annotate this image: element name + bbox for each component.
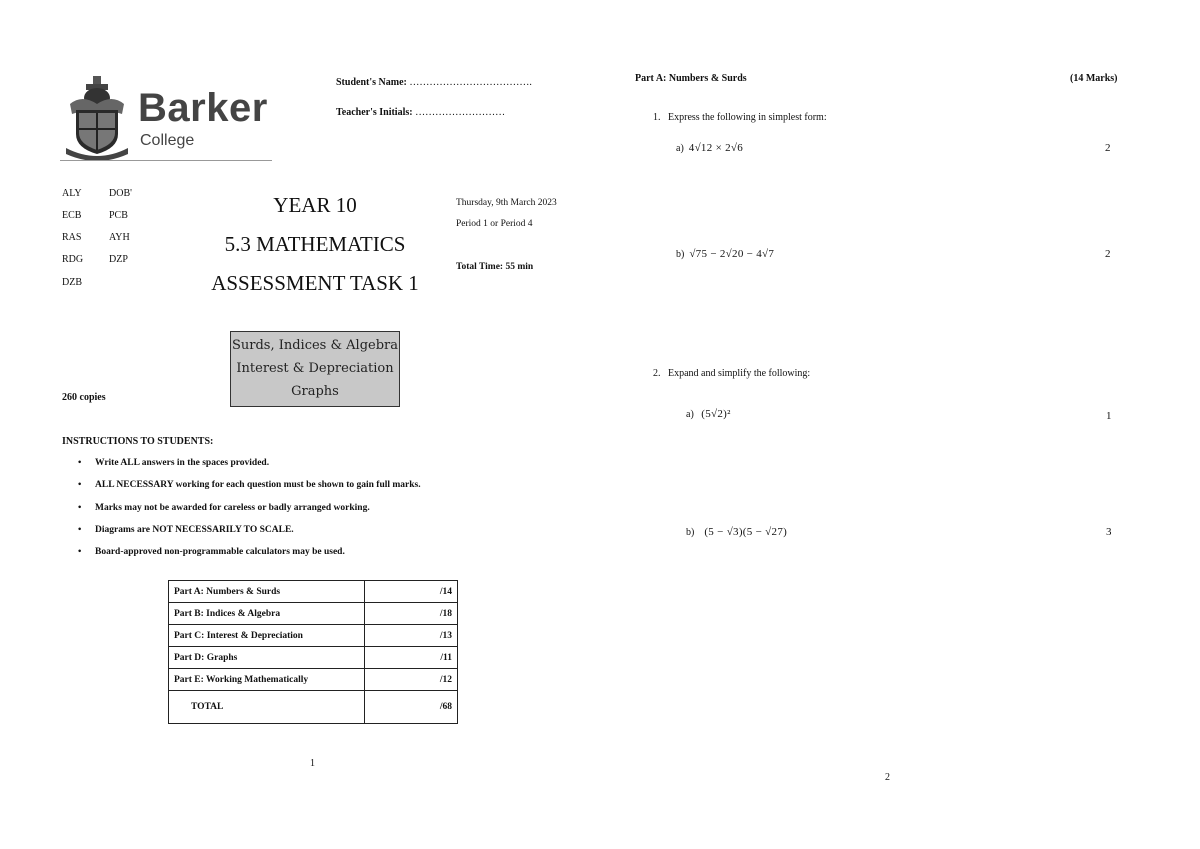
barker-college-logo [60, 72, 272, 164]
part-label: a) [686, 409, 694, 420]
total-marks: /68 [365, 691, 458, 724]
crest-icon [62, 74, 132, 160]
topic-item: Surds, Indices & Algebra [231, 338, 399, 353]
math-expression: √75 − 2√20 − 4√7 [689, 248, 775, 260]
section-marks: (14 Marks) [1070, 73, 1118, 84]
teacher-code: AYH [109, 232, 130, 243]
teacher-code: ALY [62, 188, 82, 199]
question-1b [676, 248, 774, 260]
teacher-code: DZP [109, 254, 128, 265]
copies-count: 260 copies [62, 392, 106, 403]
instructions-heading: INSTRUCTIONS TO STUDENTS: [62, 436, 214, 447]
exam-date: Thursday, 9th March 2023 [456, 198, 557, 208]
question-text: Expand and simplify the following: [668, 368, 811, 379]
section-title: Part A: Numbers & Surds [635, 73, 747, 84]
table-row [169, 581, 458, 603]
instructions-list [78, 458, 421, 569]
table-row [169, 625, 458, 647]
marks-table [168, 580, 458, 724]
question-marks: 2 [1105, 248, 1111, 260]
part-marks: /12 [365, 669, 458, 691]
question-marks: 3 [1106, 526, 1112, 538]
page-number: 1 [310, 758, 315, 769]
teacher-initials-field[interactable] [336, 107, 505, 118]
teacher-initials-label: Teacher's Initials: [336, 107, 413, 118]
question-2b [686, 526, 787, 538]
exam-period: Period 1 or Period 4 [456, 219, 533, 229]
question-2a [686, 408, 731, 420]
instruction-item: • Write ALL answers in the spaces provided. [78, 458, 270, 468]
title-subject: 5.3 MATHEMATICS [224, 232, 406, 256]
part-name: Part D: Graphs [169, 647, 365, 669]
teacher-code: PCB [109, 210, 128, 221]
math-expression: (5√2)² [701, 408, 731, 420]
question-2 [653, 368, 810, 379]
topic-item: Graphs [291, 384, 339, 399]
math-expression: (5 − √3)(5 − √27) [704, 526, 788, 538]
question-1 [653, 112, 827, 123]
teacher-code: ECB [62, 210, 82, 221]
student-name-label: Student's Name: [336, 77, 407, 88]
part-label: b) [676, 249, 685, 260]
title-year: YEAR 10 [273, 193, 357, 217]
math-expression: 4√12 × 2√6 [688, 142, 744, 154]
part-name: Part B: Indices & Algebra [169, 603, 365, 625]
part-marks: /18 [365, 603, 458, 625]
part-marks: /11 [365, 647, 458, 669]
student-name-blank: ………………………………. [409, 77, 532, 88]
teacher-initials-blank: ……………………… [415, 107, 506, 118]
logo-wordmark: Barker [138, 86, 268, 130]
table-row [169, 647, 458, 669]
instruction-item: • Board-approved non-programmable calculators may be used. [78, 547, 345, 558]
question-marks: 2 [1105, 142, 1111, 154]
teacher-code: DZB [62, 277, 82, 288]
teacher-code: RAS [62, 232, 82, 243]
part-label: b) [686, 527, 695, 538]
table-row [169, 669, 458, 691]
question-text: Express the following in simplest form: [668, 112, 827, 123]
table-row [169, 603, 458, 625]
title-task: ASSESSMENT TASK 1 [211, 271, 419, 295]
student-name-field[interactable] [336, 77, 532, 88]
topics-box [230, 331, 400, 407]
question-number: 1. [653, 112, 661, 123]
part-label: a) [676, 143, 684, 154]
part-name: Part C: Interest & Depreciation [169, 625, 365, 647]
part-marks: /13 [365, 625, 458, 647]
table-row-total [169, 691, 458, 724]
total-label: TOTAL [169, 691, 365, 724]
logo-divider [60, 160, 272, 161]
instruction-item: • Diagrams are NOT NECESSARILY TO SCALE. [78, 524, 294, 535]
question-1a [676, 142, 743, 154]
logo-subtitle: College [140, 132, 195, 149]
page-number: 2 [885, 772, 890, 783]
instruction-item: • Marks may not be awarded for careless or badly arranged working. [78, 502, 370, 513]
teacher-code: DOB' [109, 188, 132, 199]
topic-item: Interest & Depreciation [236, 361, 394, 376]
question-number: 2. [653, 368, 661, 379]
teacher-code: RDG [62, 254, 84, 265]
part-marks: /14 [365, 581, 458, 603]
part-name: Part A: Numbers & Surds [169, 581, 365, 603]
exam-total-time: Total Time: 55 min [456, 262, 534, 272]
instruction-item: • ALL NECESSARY working for each question must be shown to gain full marks. [78, 480, 421, 491]
part-name: Part E: Working Mathematically [169, 669, 365, 691]
question-marks: 1 [1106, 410, 1112, 422]
